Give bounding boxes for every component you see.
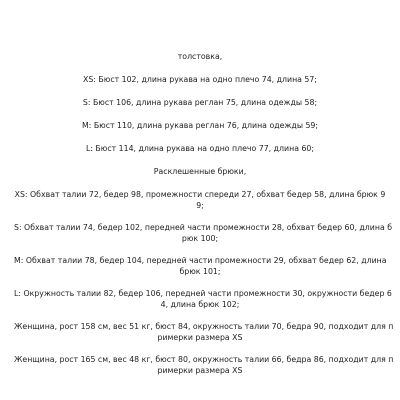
model-info-2-line1: Женщина, рост 165 см, вес 48 кг, бюст 80, окружность талии 66, бедра 86, подходит для п [14, 355, 394, 364]
model-info-2-line2: римерки размера XS [157, 365, 243, 375]
pants-size-xs-line1: XS: Обхват талии 72, бедер 98, промежности спереди 27, обхват бедер 58, длина брюк 9 [14, 190, 386, 199]
pants-size-s-line2: рюк 100; [181, 233, 219, 243]
pants-size-m [14, 256, 386, 277]
model-info-2 [14, 355, 394, 376]
size-chart-text [14, 52, 394, 388]
hoodie-heading: толстовка, [177, 52, 223, 61]
pants-size-xs-line2: 9; [196, 200, 204, 210]
pants-size-l [14, 289, 392, 310]
pants-size-s [14, 223, 393, 244]
pants-size-s-line1: S: Обхват талии 74, бедер 102, передней части промежности 28, обхват бедер 60, длина б [14, 223, 393, 232]
hoodie-size-xs: XS: Бюст 102, длина рукава на одно плечо 74, длина 57; [83, 75, 317, 84]
model-info-1-line1: Женщина, рост 158 см, вес 51 кг, бюст 84, окружность талии 70, бедра 90, подходит для п [14, 322, 394, 331]
hoodie-size-m: M: Бюст 110, длина рукава реглан 76, длина одежды 59; [82, 121, 318, 130]
pants-size-m-line1: M: Обхват талии 78, бедер 104, передней части промежности 29, обхват бедер 62, длина [14, 256, 387, 265]
pants-heading: Расклешенные брюки, [153, 167, 247, 176]
hoodie-size-l: L: Бюст 114, длина рукава на одно плечо 77, длина 60; [85, 144, 315, 153]
pants-size-xs [14, 190, 386, 211]
pants-size-l-line2: 4, длина брюк 102; [160, 299, 240, 309]
pants-size-l-line1: L: Окружность талии 82, бедер 106, передней части промежности 30, окружности бедер 6 [14, 289, 392, 298]
model-info-1 [14, 322, 394, 343]
pants-size-m-line2: брюк 101; [179, 266, 221, 276]
hoodie-size-s: S: Бюст 106, длина рукава реглан 75, длина одежды 58; [82, 98, 318, 107]
model-info-1-line2: римерки размера XS [157, 332, 243, 342]
